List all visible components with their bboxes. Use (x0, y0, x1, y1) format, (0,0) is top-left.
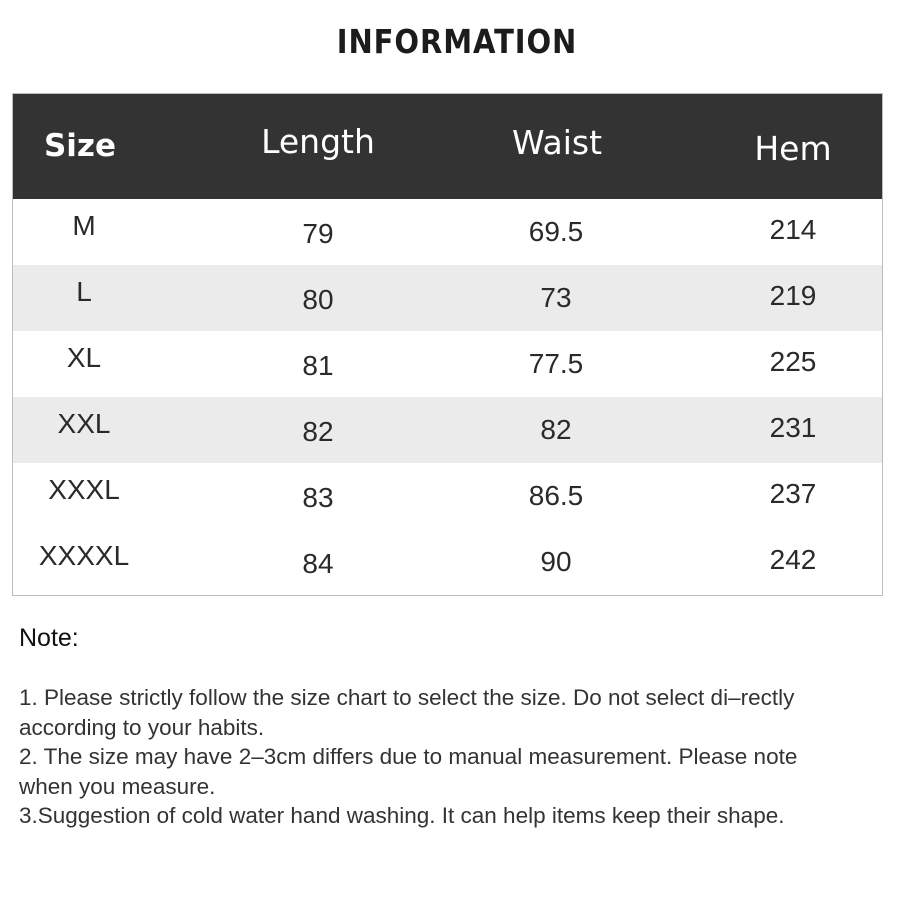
header-size: Size (43, 128, 117, 164)
table-row (13, 331, 882, 397)
cell-waist: 73 (540, 282, 572, 313)
cell-length: 80 (302, 284, 334, 315)
note-item: 1. Please strictly follow the size chart to select the size. Do not select di–rectly according to your habits. (19, 685, 795, 740)
cell-hem: 225 (769, 346, 817, 377)
cell-hem: 231 (769, 412, 817, 443)
note-item: 3.Suggestion of cold water hand washing. It can help items keep their shape. (19, 803, 785, 828)
note-heading: Note: (19, 624, 79, 652)
header-waist: Waist (511, 123, 603, 162)
cell-hem: 242 (769, 544, 817, 575)
cell-size: XXXXL (38, 540, 130, 571)
cell-size: XXXL (48, 474, 120, 505)
table-row (13, 397, 882, 463)
cell-waist: 90 (540, 546, 572, 577)
size-chart-table (12, 93, 883, 596)
cell-waist: 82 (540, 414, 572, 445)
cell-size: L (76, 276, 92, 307)
cell-hem: 237 (769, 478, 817, 509)
cell-waist: 69.5 (528, 216, 584, 247)
cell-size: XL (66, 342, 102, 373)
table-row (13, 199, 882, 265)
note-body (19, 683, 839, 831)
cell-length: 84 (302, 548, 334, 579)
table-row (13, 463, 882, 529)
cell-size: XXL (57, 408, 111, 439)
table-header-row (13, 94, 882, 199)
cell-length: 83 (302, 482, 334, 513)
header-hem: Hem (754, 129, 832, 168)
cell-length: 82 (302, 416, 334, 447)
page-title: INFORMATION (336, 22, 578, 61)
table-row (13, 265, 882, 331)
table-row (13, 529, 882, 595)
cell-waist: 77.5 (528, 348, 584, 379)
header-length: Length (261, 122, 375, 161)
cell-size: M (72, 210, 96, 241)
cell-hem: 214 (769, 214, 817, 245)
cell-hem: 219 (769, 280, 817, 311)
cell-waist: 86.5 (528, 480, 584, 511)
note-item: 2. The size may have 2–3cm differs due to manual measurement. Please note when you measure. (19, 744, 798, 799)
cell-length: 79 (302, 218, 334, 249)
cell-length: 81 (302, 350, 334, 381)
